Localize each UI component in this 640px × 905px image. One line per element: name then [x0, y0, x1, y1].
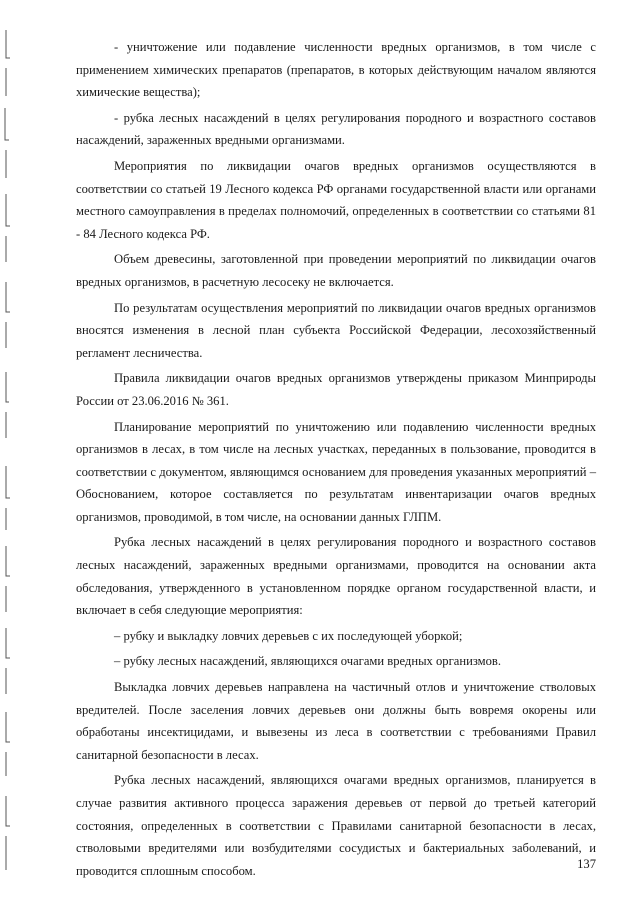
- paragraph-10: Рубка лесных насаждений, являющихся очагами вредных организмов, планируется в случае развития активного процесса заражения деревьев от первой до третьей категорий состояния, определенных в соответствии с Правилами санитарной безопасности в лесах, стволовыми вредителями или возбудителями сосудистых и бактериальных заболеваний, и проводится сплошным способом.: [76, 773, 596, 878]
- binding-edge-marks: [0, 0, 20, 905]
- paragraph-8: Рубка лесных насаждений в целях регулирования породного и возрастного составов лесных насаждений, зараженных вредными организмами, проводится на основании акта обследования, утвержденного в установленном порядке органом государственной власти, и включает в себя следующие мероприятия:: [76, 535, 596, 618]
- paragraph-7: Планирование мероприятий по уничтожению или подавлению численности вредных организмов в лесах, в том числе на лесных участках, переданных в пользование, проводится в соответствии с документом, являющимся основанием для проведения указанных мероприятий – Обоснованием, которое составляется по результатам инвентаризации очагов вредных организмов, проводимой, в том числе, на основании данных ГЛПМ.: [76, 419, 596, 524]
- body-text: [76, 36, 596, 882]
- paragraph-9: Выкладка ловчих деревьев направлена на частичный отлов и уничтожение стволовых вредителей. После заселения ловчих деревьев они должны быть вовремя окорены или обработаны инсектицидами, и вывезены из леса в соответствии с требованиями Правил санитарной безопасности в лесах.: [76, 680, 596, 762]
- paragraph-3: Мероприятия по ликвидации очагов вредных организмов осуществляются в соответствии со статьей 19 Лесного кодекса РФ органами государственной власти или органами местного самоуправления в пределах полномочий, определенных в соответствии со статьями 81 - 84 Лесного кодекса РФ.: [76, 158, 596, 241]
- paragraph-1: - уничтожение или подавление численности вредных организмов, в том числе с применением химических препаратов (препаратов, в которых действующим началом являются химические вещества);: [76, 40, 596, 100]
- list-item-2: – рубку лесных насаждений, являющихся очагами вредных организмов.: [114, 654, 501, 669]
- page-number: 137: [577, 857, 596, 871]
- paragraph-6: Правила ликвидации очагов вредных организмов утверждены приказом Минприроды России от 23.06.2016 № 361.: [76, 371, 596, 408]
- list-item-1: – рубку и выкладку ловчих деревьев с их последующей уборкой;: [114, 628, 463, 643]
- paragraph-4: Объем древесины, заготовленной при проведении мероприятий по ликвидации очагов вредных организмов, в расчетную лесосеку не включается.: [76, 252, 596, 289]
- paragraph-5: По результатам осуществления мероприятий по ликвидации очагов вредных организмов вносятся изменения в лесной план субъекта Российской Федерации, лесохозяйственный регламент лесничества.: [76, 300, 596, 360]
- paragraph-2: - рубка лесных насаждений в целях регулирования породного и возрастного составов насаждений, зараженных вредными организмами.: [76, 110, 596, 148]
